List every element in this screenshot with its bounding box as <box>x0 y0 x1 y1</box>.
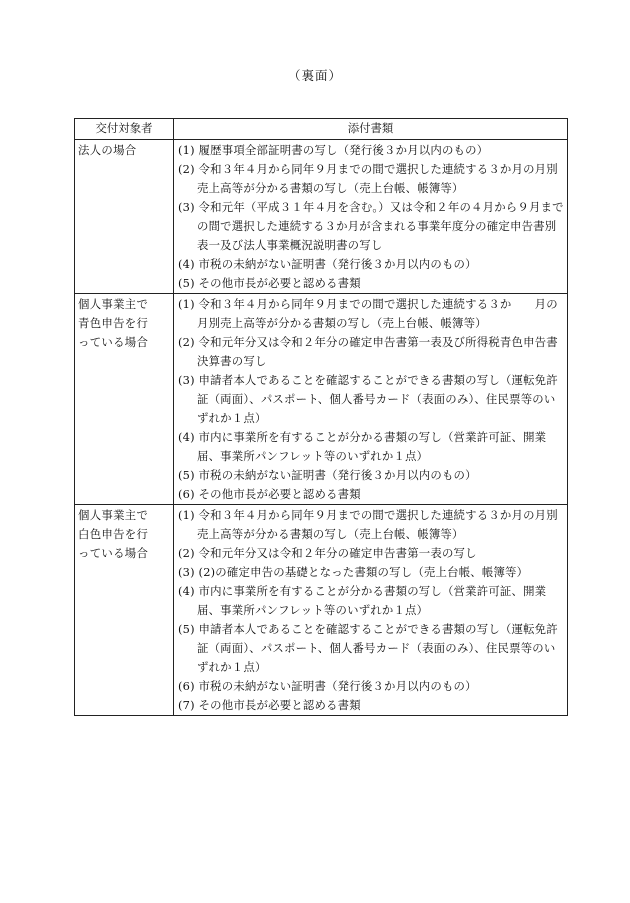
document-item: (5) 申請者本人であることを確認することができる書類の写し（運転免許証（両面）、パスポート、個人番号カード（表面のみ）、住民票等のいずれか１点） <box>178 622 558 674</box>
target-cell: 個人事業主で 白色申告を行 っている場合 <box>75 505 174 716</box>
table-row-white-return <box>75 505 568 716</box>
document-item: (3) 申請者本人であることを確認することができる書類の写し（運転免許証（両面）、パスポート、個人番号カード（表面のみ）、住民票等のいずれか１点） <box>178 373 558 425</box>
document-item: (7) その他市長が必要と認める書類 <box>178 698 361 712</box>
page-title: （裏面） <box>287 68 342 83</box>
table-header-row <box>75 119 568 140</box>
document-item: (2) 令和元年分又は令和２年分の確定申告書第一表及び所得税青色申告書決算書の写し <box>178 335 558 368</box>
document-item: (4) 市税の未納がない証明書（発行後３か月以内のもの） <box>178 257 477 271</box>
document-item: (5) その他市長が必要と認める書類 <box>178 276 361 290</box>
table-row-blue-return <box>75 294 568 505</box>
document-item: (5) 市税の未納がない証明書（発行後３か月以内のもの） <box>178 468 477 482</box>
table-row-corporation <box>75 140 568 294</box>
document-item: (2) 令和３年４月から同年９月までの間で選択した連続する３か月の月別売上高等が分かる書類の写し（売上台帳、帳簿等） <box>178 162 558 195</box>
attachment-table <box>74 118 568 716</box>
document-item: (3) 令和元年（平成３１年４月を含む。）又は令和２年の４月から９月までの間で選択した連続する３か月が含まれる事業年度分の確定申告書別表一及び法人事業概況説明書の写し <box>178 200 564 252</box>
document-item: (1) 履歴事項全部証明書の写し（発行後３か月以内のもの） <box>178 143 489 157</box>
documents-cell <box>174 140 568 294</box>
document-item: (1) 令和３年４月から同年９月までの間で選択した連続する３か月の月別売上高等が分かる書類の写し（売上台帳、帳簿等） <box>178 508 558 541</box>
document-item: (6) 市税の未納がない証明書（発行後３か月以内のもの） <box>178 679 477 693</box>
documents-cell <box>174 294 568 505</box>
documents-cell <box>174 505 568 716</box>
document-item: (4) 市内に事業所を有することが分かる書類の写し（営業許可証、開業届、事業所パンフレット等のいずれか１点） <box>178 430 547 463</box>
target-cell: 法人の場合 <box>75 140 174 294</box>
document-item: (6) その他市長が必要と認める書類 <box>178 487 361 501</box>
document-item: (3) (2)の確定申告の基礎となった書類の写し（売上台帳、帳簿等） <box>178 565 529 579</box>
document-item: (2) 令和元年分又は令和２年分の確定申告書第一表の写し <box>178 546 477 560</box>
target-cell: 個人事業主で 青色申告を行 っている場合 <box>75 294 174 505</box>
header-documents: 添付書類 <box>174 119 568 140</box>
header-target: 交付対象者 <box>75 119 174 140</box>
document-item: (1) 令和３年４月から同年９月までの間で選択した連続する３か 月の月別売上高等が分かる書類の写し（売上台帳、帳簿等） <box>178 297 558 330</box>
document-item: (4) 市内に事業所を有することが分かる書類の写し（営業許可証、開業届、事業所パンフレット等のいずれか１点） <box>178 584 547 617</box>
